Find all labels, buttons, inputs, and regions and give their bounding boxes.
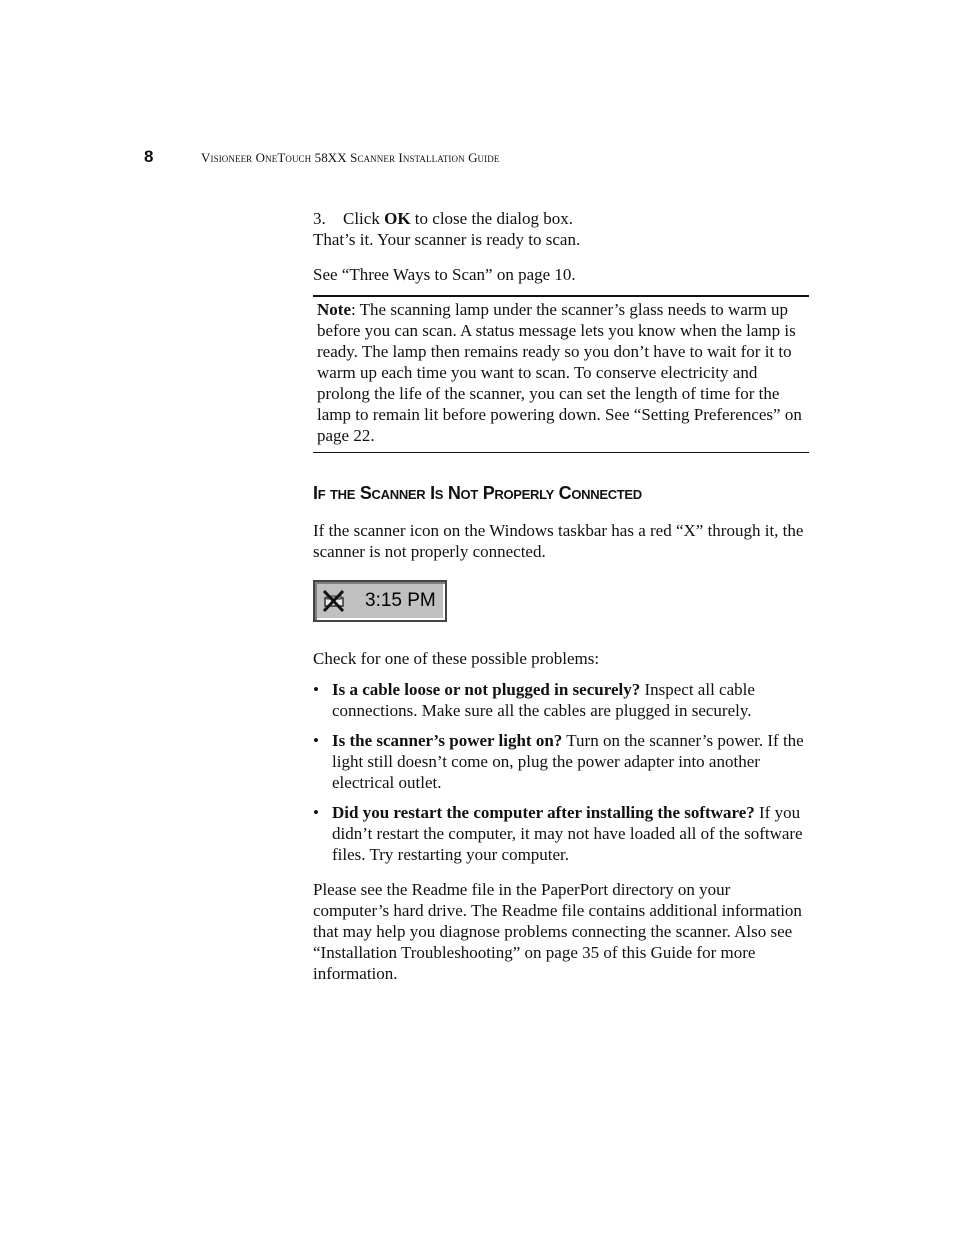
step-3: [313, 208, 809, 229]
scanner-disconnected-icon: [321, 588, 349, 614]
list-item: [313, 802, 809, 865]
page-body: [313, 208, 809, 984]
section-intro: If the scanner icon on the Windows taskbar has a red “X” through it, the scanner is not properly connected.: [313, 521, 804, 561]
note-label: Note: [317, 300, 351, 319]
bullet: •: [313, 680, 319, 699]
section-heading: If the Scanner Is Not Properly Connected: [313, 483, 642, 503]
taskbar-tray-image: [313, 580, 447, 622]
page-number: 8: [144, 147, 154, 166]
closing-paragraph: Please see the Readme file in the PaperPort directory on your computer’s hard drive. The Readme file contains additional information that may help you diagnose problems connecting the scanner. Also see “Installation Troubleshooting” on page 35 of this Guide for more information.: [313, 880, 802, 983]
problem-question: Did you restart the computer after installing the software?: [332, 803, 755, 822]
see-paragraph: See “Three Ways to Scan” on page 10.: [313, 265, 576, 284]
note-box: [313, 295, 809, 453]
step-text-before: Click: [343, 209, 385, 228]
problem-question: Is a cable loose or not plugged in securely?: [332, 680, 641, 699]
problem-text: Inspect all cable connections. Make sure all the cables are plugged in securely.: [332, 680, 755, 720]
problem-text: If you didn’t restart the computer, it may not have loaded all of the software files. Try restarting your computer.: [332, 803, 803, 864]
step-text-after: to close the dialog box.: [410, 209, 573, 228]
ok-label: OK: [384, 209, 411, 228]
running-head: Visioneer OneTouch 58XX Scanner Installation Guide: [201, 150, 500, 165]
check-intro: Check for one of these possible problems:: [313, 649, 600, 668]
bullet: •: [313, 803, 319, 822]
problem-list: [313, 679, 809, 865]
problem-text: Turn on the scanner’s power. If the light still doesn’t come on, plug the power adapter into another electrical outlet.: [332, 731, 804, 792]
problem-question: Is the scanner’s power light on?: [332, 731, 563, 750]
step-number: 3.: [313, 209, 326, 228]
note-paragraph: [317, 299, 805, 446]
ready-paragraph: That’s it. Your scanner is ready to scan.: [313, 230, 581, 249]
note-text: : The scanning lamp under the scanner’s glass needs to warm up before you can scan. A status message lets you know when the lamp is ready. The lamp then remains ready so you don’t have to wait for it to warm up each time you want to scan. To conserve electricity and prolong the life of the scanner, you can set the length of time for the lamp to remain lit before powering down. See “Setting Preferences” on page 22.: [317, 300, 802, 445]
tray-clock: 3:15 PM: [365, 590, 436, 611]
bullet: •: [313, 731, 319, 750]
list-item: [313, 679, 809, 721]
list-item: [313, 730, 809, 793]
